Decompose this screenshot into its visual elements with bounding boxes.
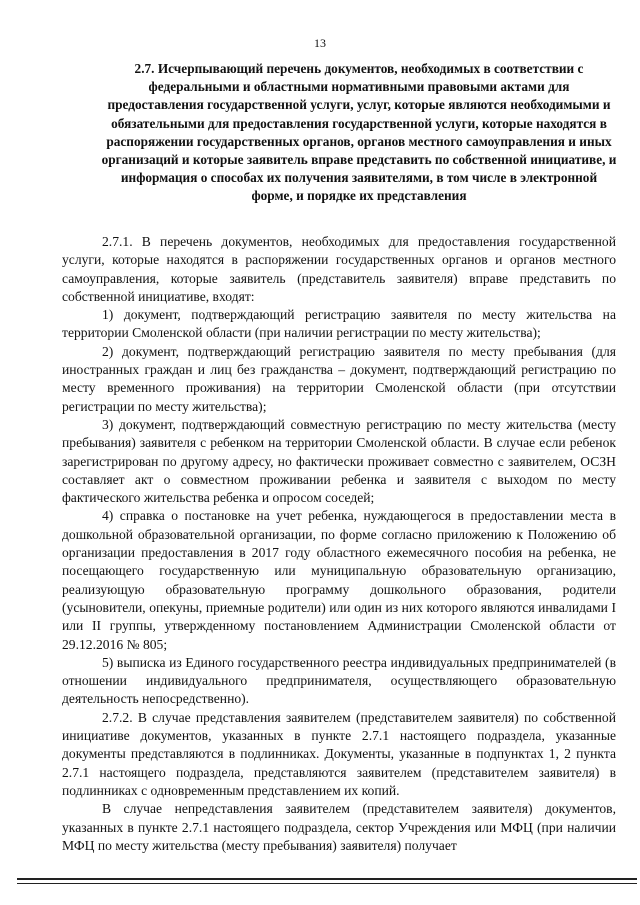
list-item-3: 3) документ, подтверждающий совместную регистрацию по месту жительства (месту пребывания) заявителя с ребенком на территории Смоленской области. В случае если ребенок зарегистрирован по другому адресу, но фактически проживает совместно с заявителем, ОСЗН составляет акт о совместном проживании ребенка и заявителя с выходом по месту фактического жительства ребенка и опросом соседей; xyxy=(62,416,616,506)
footer-rule xyxy=(17,878,637,880)
paragraph-non-submission: В случае непредставления заявителем (представителем заявителя) документов, указанных в пункте 2.7.1 настоящего подраздела, сектор Учреждения или МФЦ (при наличии МФЦ по месту жительства (месту пребывания) заявителя) получает xyxy=(62,801,616,853)
list-item-1: 1) документ, подтверждающий регистрацию заявителя по месту жительства на территории Смоленской области (при наличии регистрации по месту жительства); xyxy=(62,307,616,341)
list-item-4: 4) справка о постановке на учет ребенка, нуждающегося в предоставлении места в дошкольной образовательной организации, по форме согласно приложению к Положению об организации предоставления в 2017 году областного ежемесячного пособия на ребенка, не посещающего государственную или муниципальную образовательную организацию, реализующую образовательную программу дошкольного образования, родители (усыновители, опекуны, приемные родители) или один из них которого являются инвалидами I или II группы, утвержденному постановлением Администрации Смоленской области от 29.12.2016 № 805; xyxy=(62,508,616,652)
paragraph-2-7-2: 2.7.2. В случае представления заявителем (представителем заявителя) по собственной инициативе документов, указанных в пункте 2.7.1 настоящего подраздела, указанные документы представляются в подлинниках. Документы, указанные в подпунктах 1, 2 пункта 2.7.1 настоящего подраздела, представляются заявителем (представителем заявителя) в подлинниках с одновременным представлением их копий. xyxy=(62,709,616,798)
page-number: 13 xyxy=(314,36,326,50)
list-item-5: 5) выписка из Единого государственного реестра индивидуальных предпринимателей (в отношении индивидуального предпринимателя, осуществляющего образовательную деятельность непосредственно). xyxy=(62,654,616,707)
list-item-2: 2) документ, подтверждающий регистрацию заявителя по месту пребывания (для иностранных граждан и лиц без гражданства – документ, подтверждающий регистрацию по месту временного проживания) на территории Смоленской области (при отсутствии регистрации по месту жительства); xyxy=(62,343,616,414)
body-text xyxy=(62,233,616,855)
footer-rule-thin xyxy=(17,883,637,884)
paragraph-2-7-1: 2.7.1. В перечень документов, необходимых для предоставления государственной услуги, которые находятся в распоряжении государственных органов и органов местного самоуправления, которые заявитель (представитель заявителя) вправе представить по собственной инициативе, входят: xyxy=(62,234,616,304)
section-heading: 2.7. Исчерпывающий перечень документов, необходимых в соответствии с федеральными и областными нормативными правовыми актами для предоставления государственной услуги, услуг, которые являются необходимыми и обязательными для предоставления государственной услуги, которые находятся в распоряжении государственных органов, органов местного самоуправления и иных организаций и которые заявитель вправе представить по собственной инициативе, и информация о способах их получения заявителями, в том числе в электронной форме, и порядке их представления xyxy=(101,61,617,204)
